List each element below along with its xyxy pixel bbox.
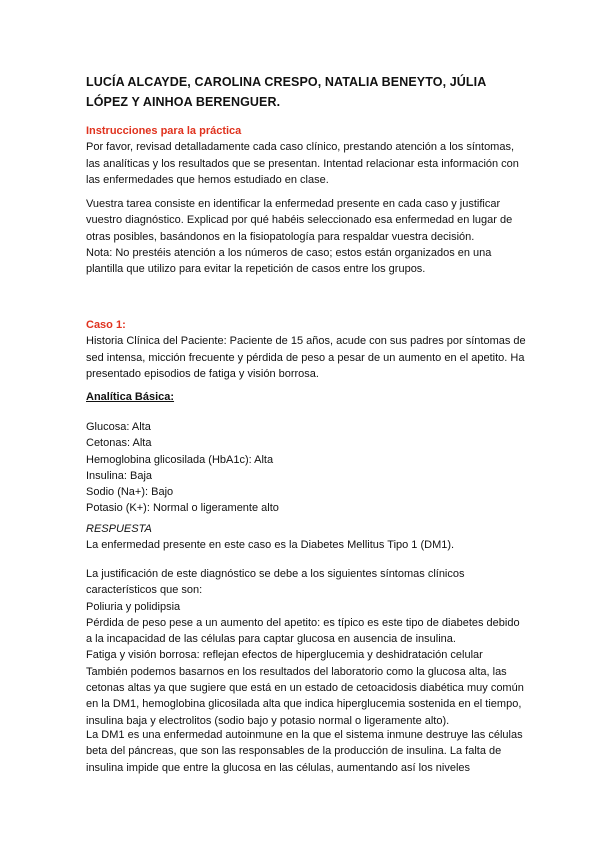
instructions-note: Nota: No prestéis atención a los números de caso; estos están organizados en una plantilla que utilizo para evitar la repetición de casos entre los grupos. <box>86 246 492 276</box>
analytics-heading: Analítica Básica: <box>86 391 175 403</box>
dm1-explanation: La DM1 es una enfermedad autoinmune en la que el sistema inmune destruye las células beta del páncreas, que son las responsables de la producción de insulina. La falta de insulina impide que entre la glucosa en las células, aumentando así los niveles <box>86 729 523 774</box>
instructions-heading: Instrucciones para la práctica <box>86 125 242 137</box>
analytics-list <box>86 419 526 517</box>
justification-intro: La justificación de este diagnóstico se debe a los siguientes síntomas clínicos característicos que son: <box>86 568 465 597</box>
analytics-item: Potasio (K+): Normal o ligeramente alto <box>86 502 279 515</box>
instructions-section <box>86 123 526 188</box>
authors-heading: LUCÍA ALCAYDE, CAROLINA CRESPO, NATALIA BENEYTO, JÚLIA LÓPEZ Y AINHOA BERENGUER. <box>86 75 486 109</box>
symptom-3: Fatiga y visión borrosa: reflejan efectos de hiperglucemia y deshidratación celular <box>86 649 483 662</box>
analytics-item: Insulina: Baja <box>86 469 153 482</box>
case-1-section <box>86 317 526 382</box>
symptom-2: Pérdida de peso pese a un aumento del apetito: es típico es este tipo de diabetes debido a la incapacidad de las células para captar glucosa en ausencia de insulina. <box>86 616 520 646</box>
analytics-item: Cetonas: Alta <box>86 437 152 450</box>
case-1-heading: Caso 1: <box>86 319 126 331</box>
task-section <box>86 196 526 277</box>
answer-text: La enfermedad presente en este caso es la Diabetes Mellitus Tipo 1 (DM1). <box>86 539 455 552</box>
analytics-item: Hemoglobina glicosilada (HbA1c): Alta <box>86 453 274 466</box>
symptom-1: Poliuria y polidipsia <box>86 600 181 613</box>
analytics-heading-block <box>86 389 526 405</box>
dm1-explanation-block <box>86 727 526 776</box>
case-1-history: Historia Clínica del Paciente: Paciente de 15 años, acude con sus padres por síntomas de sed intensa, micción frecuente y pérdida de peso a pesar de un aumento en el apetito. Ha presentado episodios de fatiga y visión borrosa. <box>86 335 526 380</box>
answer-label: RESPUESTA <box>86 523 152 535</box>
instructions-paragraph-2: Vuestra tarea consiste en identificar la enfermedad presente en cada caso y justificar vuestro diagnóstico. Explicad por qué habéis seleccionado esa enfermedad en lugar de otras posibles, basándonos en la fisiopatología para respaldar vuestra decisión. <box>86 198 513 243</box>
justification-block <box>86 566 526 729</box>
analytics-item: Glucosa: Alta <box>86 421 151 433</box>
lab-results-text: También podemos basarnos en los resultados del laboratorio como la glucosa alta, las cetonas altas ya que sugiere que está en un estado de cetoacidosis diabética muy común en la DM1, hemoglobina glicosilada alta que indica hiperglucemia sostenida en el tiempo, insulina baja y electrolitos (sodio bajo y potasio normal o ligeramente alto). <box>86 665 524 727</box>
instructions-paragraph-1: Por favor, revisad detalladamente cada caso clínico, prestando atención a los síntomas, las analíticas y los resultados que se presentan. Intentad relacionar esta información con las enfermedades que hemos estudiado en clase. <box>86 141 519 186</box>
analytics-item: Sodio (Na+): Bajo <box>86 486 174 499</box>
answer-block <box>86 521 526 554</box>
